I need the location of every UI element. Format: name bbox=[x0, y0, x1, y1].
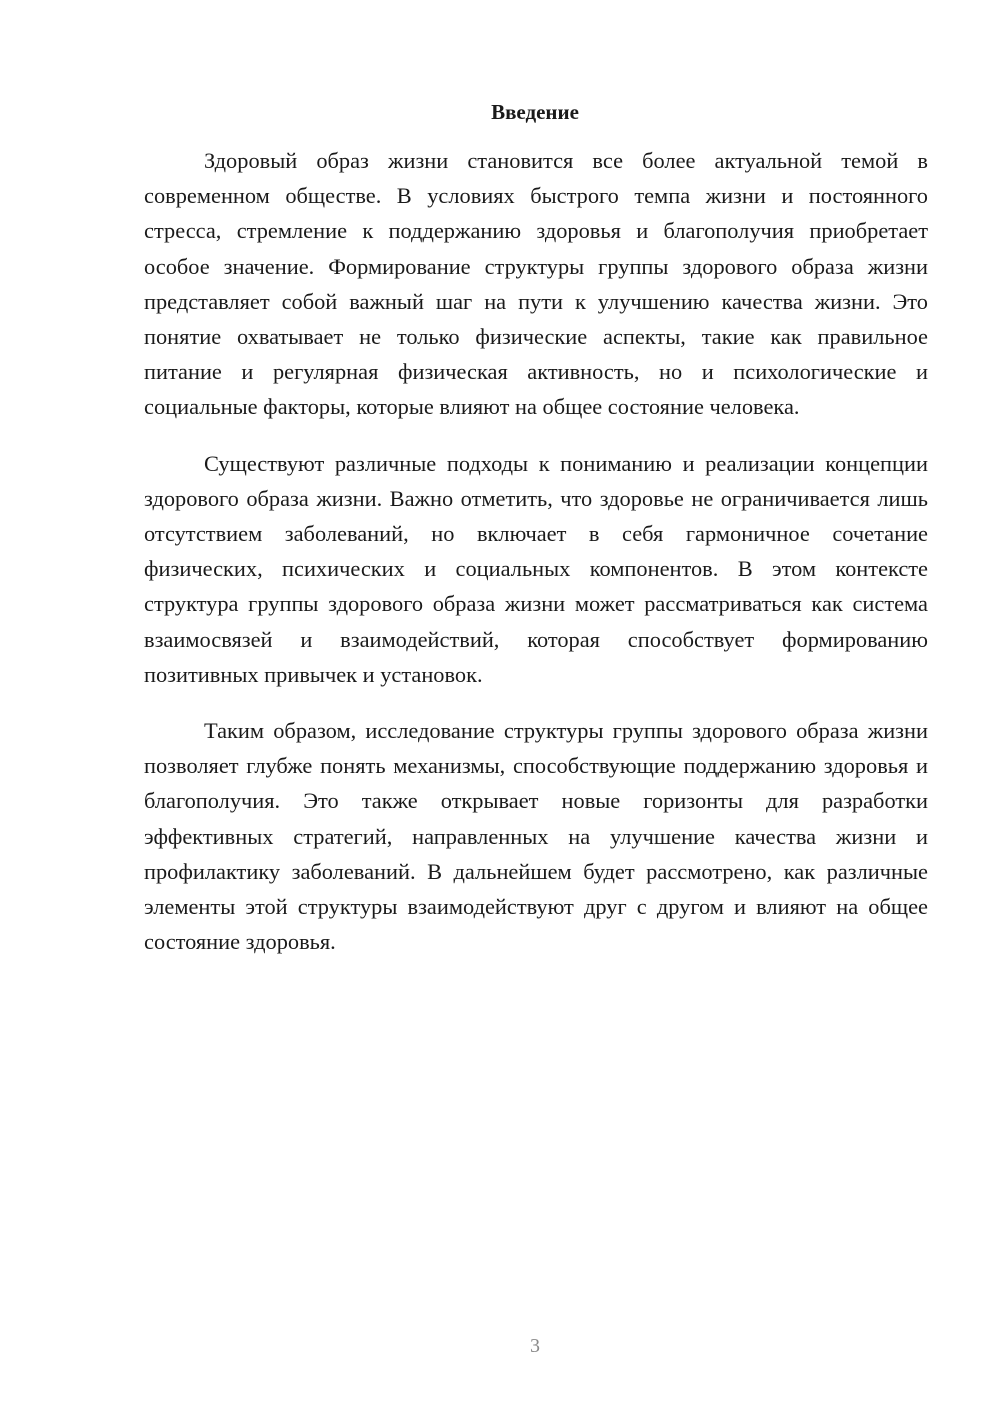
page-number: 3 bbox=[530, 1335, 540, 1357]
paragraph-3: Таким образом, исследование структуры группы здорового образа жизни позволяет глубже понять механизмы, способствующие поддержанию здоровья и благополучия. Это также открывает новые горизонты для разработки эффективных стратегий, направленных на улучшение качества жизни и профилактику заболеваний. В дальнейшем будет рассмотрено, как различные элементы этой структуры взаимодействуют друг с другом и влияют на общее состояние здоровья. bbox=[144, 718, 928, 955]
paragraph-2: Существуют различные подходы к пониманию и реализации концепции здорового образа жизни. Важно отметить, что здоровье не ограничивается лишь отсутствием заболеваний, но включает в себя гармоничное сочетание физических, психических и социальных компонентов. В этом контексте структура группы здорового образа жизни может рассматриваться как система взаимосвязей и взаимодействий, которая способствует формированию позитивных привычек и установок. bbox=[144, 450, 928, 687]
section-title: Введение bbox=[491, 100, 579, 124]
body-text bbox=[144, 143, 928, 980]
paragraph-1: Здоровый образ жизни становится все более актуальной темой в современном обществе. В условиях быстрого темпа жизни и постоянного стресса, стремление к поддержанию здоровья и благополучия приобретает особое значение. Формирование структуры группы здорового образа жизни представляет собой важный шаг на пути к улучшению качества жизни. Это понятие охватывает не только физические аспекты, такие как правильное питание и регулярная физическая активность, но и психологические и социальные факторы, которые влияют на общее состояние человека. bbox=[144, 148, 928, 420]
